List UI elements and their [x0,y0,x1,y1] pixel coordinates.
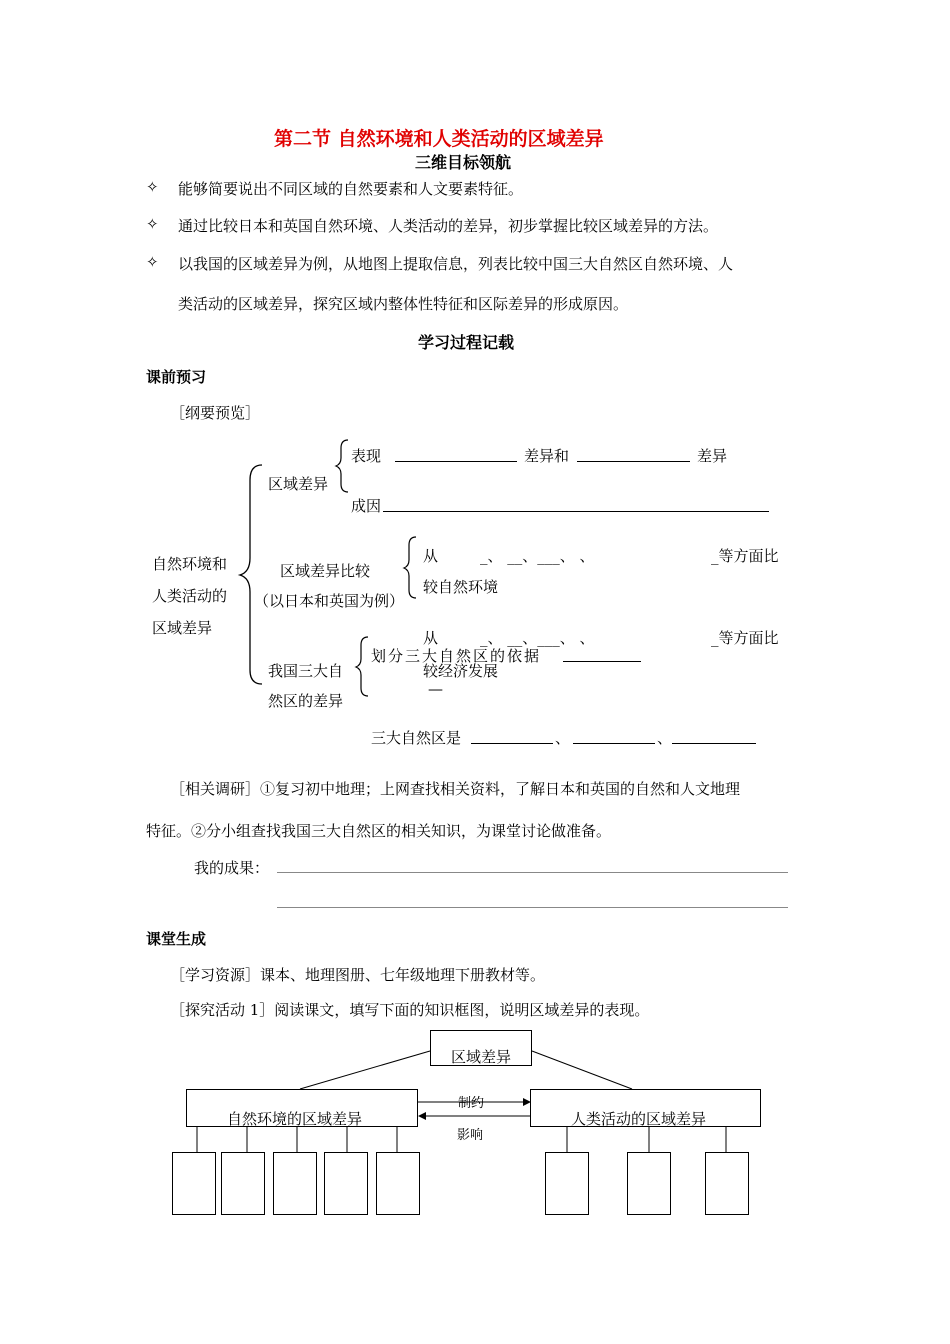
three-regions-label: 三大自然区是 [371,729,462,747]
preview-heading: 课前预习 [146,368,207,386]
objectives-heading: 三维目标领航 [415,153,512,172]
arrow-top-label: 制约 [458,1096,485,1111]
branch2-row1-end: _等方面比 [711,547,779,565]
branch3-row1-end: _等方面比 [711,629,779,647]
bullet-icon: ✧ [146,253,159,271]
process-heading: 学习过程记载 [418,333,515,352]
left-fill-box[interactable] [273,1152,317,1215]
branch2-sub: （以日本和英国为例） [254,592,405,610]
diagram-left-box[interactable] [186,1089,418,1127]
left-fill-box[interactable] [324,1152,368,1215]
resources-text: ［学习资源］课本、地理图册、七年级地理下册教材等。 [170,966,546,984]
diagram-top-label: 区域差异 [451,1048,512,1066]
research-line1: ［相关调研］①复习初中地理；上网查找相关资料，了解日本和英国的自然和人文地理 [170,780,741,798]
left-fill-box[interactable] [172,1152,216,1215]
branch2-row1-from: 从 [423,547,439,565]
branch3-row2: 较经济发展 [423,662,499,680]
left-fill-box[interactable] [221,1152,265,1215]
bullet-icon: ✧ [146,178,159,196]
branch3-row1-marks: _、 __、___、 、 [480,629,595,647]
diagram-top-box[interactable] [430,1030,532,1066]
separator: 、 [657,729,673,747]
objective-item: 能够简要说出不同区域的自然要素和人文要素特征。 [178,180,524,198]
branch3-row1-from: 从 [423,629,439,647]
outline-root-line3: 区域差异 [152,619,213,637]
objective-item-continued: 类活动的区域差异，探究区域内整体性特征和区际差异的形成原因。 [178,295,629,313]
outline-root-line2: 人类活动的 [152,587,228,605]
branch2-row2: 较自然环境 [423,578,499,596]
branch3-basis: 划分三大自然区的依据 [371,647,542,665]
branch2-label: 区域差异比较 [280,562,371,580]
left-fill-box[interactable] [376,1152,420,1215]
branch3-dash: — [428,680,443,698]
objective-item: 通过比较日本和英国自然环境、人类活动的差异，初步掌握比较区域差异的方法。 [178,217,719,235]
research-line2: 特征。②分小组查找我国三大自然区的相关知识，为课堂讨论做准备。 [146,822,612,840]
right-fill-box[interactable] [545,1152,589,1215]
classroom-heading: 课堂生成 [146,930,207,948]
diagram-right-box[interactable] [530,1089,761,1127]
branch1-row2: 成因 [351,497,382,515]
objective-item: 以我国的区域差异为例，从地图上提取信息，列表比较中国三大自然区自然环境、人 [178,255,734,273]
arrow-bottom-label: 影响 [457,1128,484,1143]
branch2-row1-marks: _、 __、___、 、 [480,547,595,565]
right-fill-box[interactable] [705,1152,749,1215]
diagram-right-label: 人类活动的区域差异 [571,1110,707,1128]
result-label: 我的成果： [194,859,270,877]
branch3-label1: 我国三大自 [268,662,344,680]
right-fill-box[interactable] [627,1152,671,1215]
branch3-label2: 然区的差异 [268,692,344,710]
branch1-label: 区域差异 [268,475,329,493]
branch1-row1-c: 差异 [697,447,728,465]
page-title: 第二节 自然环境和人类活动的区域差异 [274,128,604,150]
diagram-left-label: 自然环境的区域差异 [227,1110,363,1128]
bullet-icon: ✧ [146,215,159,233]
separator: 、 [555,729,571,747]
branch1-row1-a: 表现 [351,447,382,465]
branch1-row1-b: 差异和 [524,447,570,465]
outline-root-line1: 自然环境和 [152,555,228,573]
outline-label: ［纲要预览］ [170,404,261,422]
activity1-text: ［探究活动 1］阅读课文，填写下面的知识框图，说明区域差异的表现。 [170,1001,650,1019]
